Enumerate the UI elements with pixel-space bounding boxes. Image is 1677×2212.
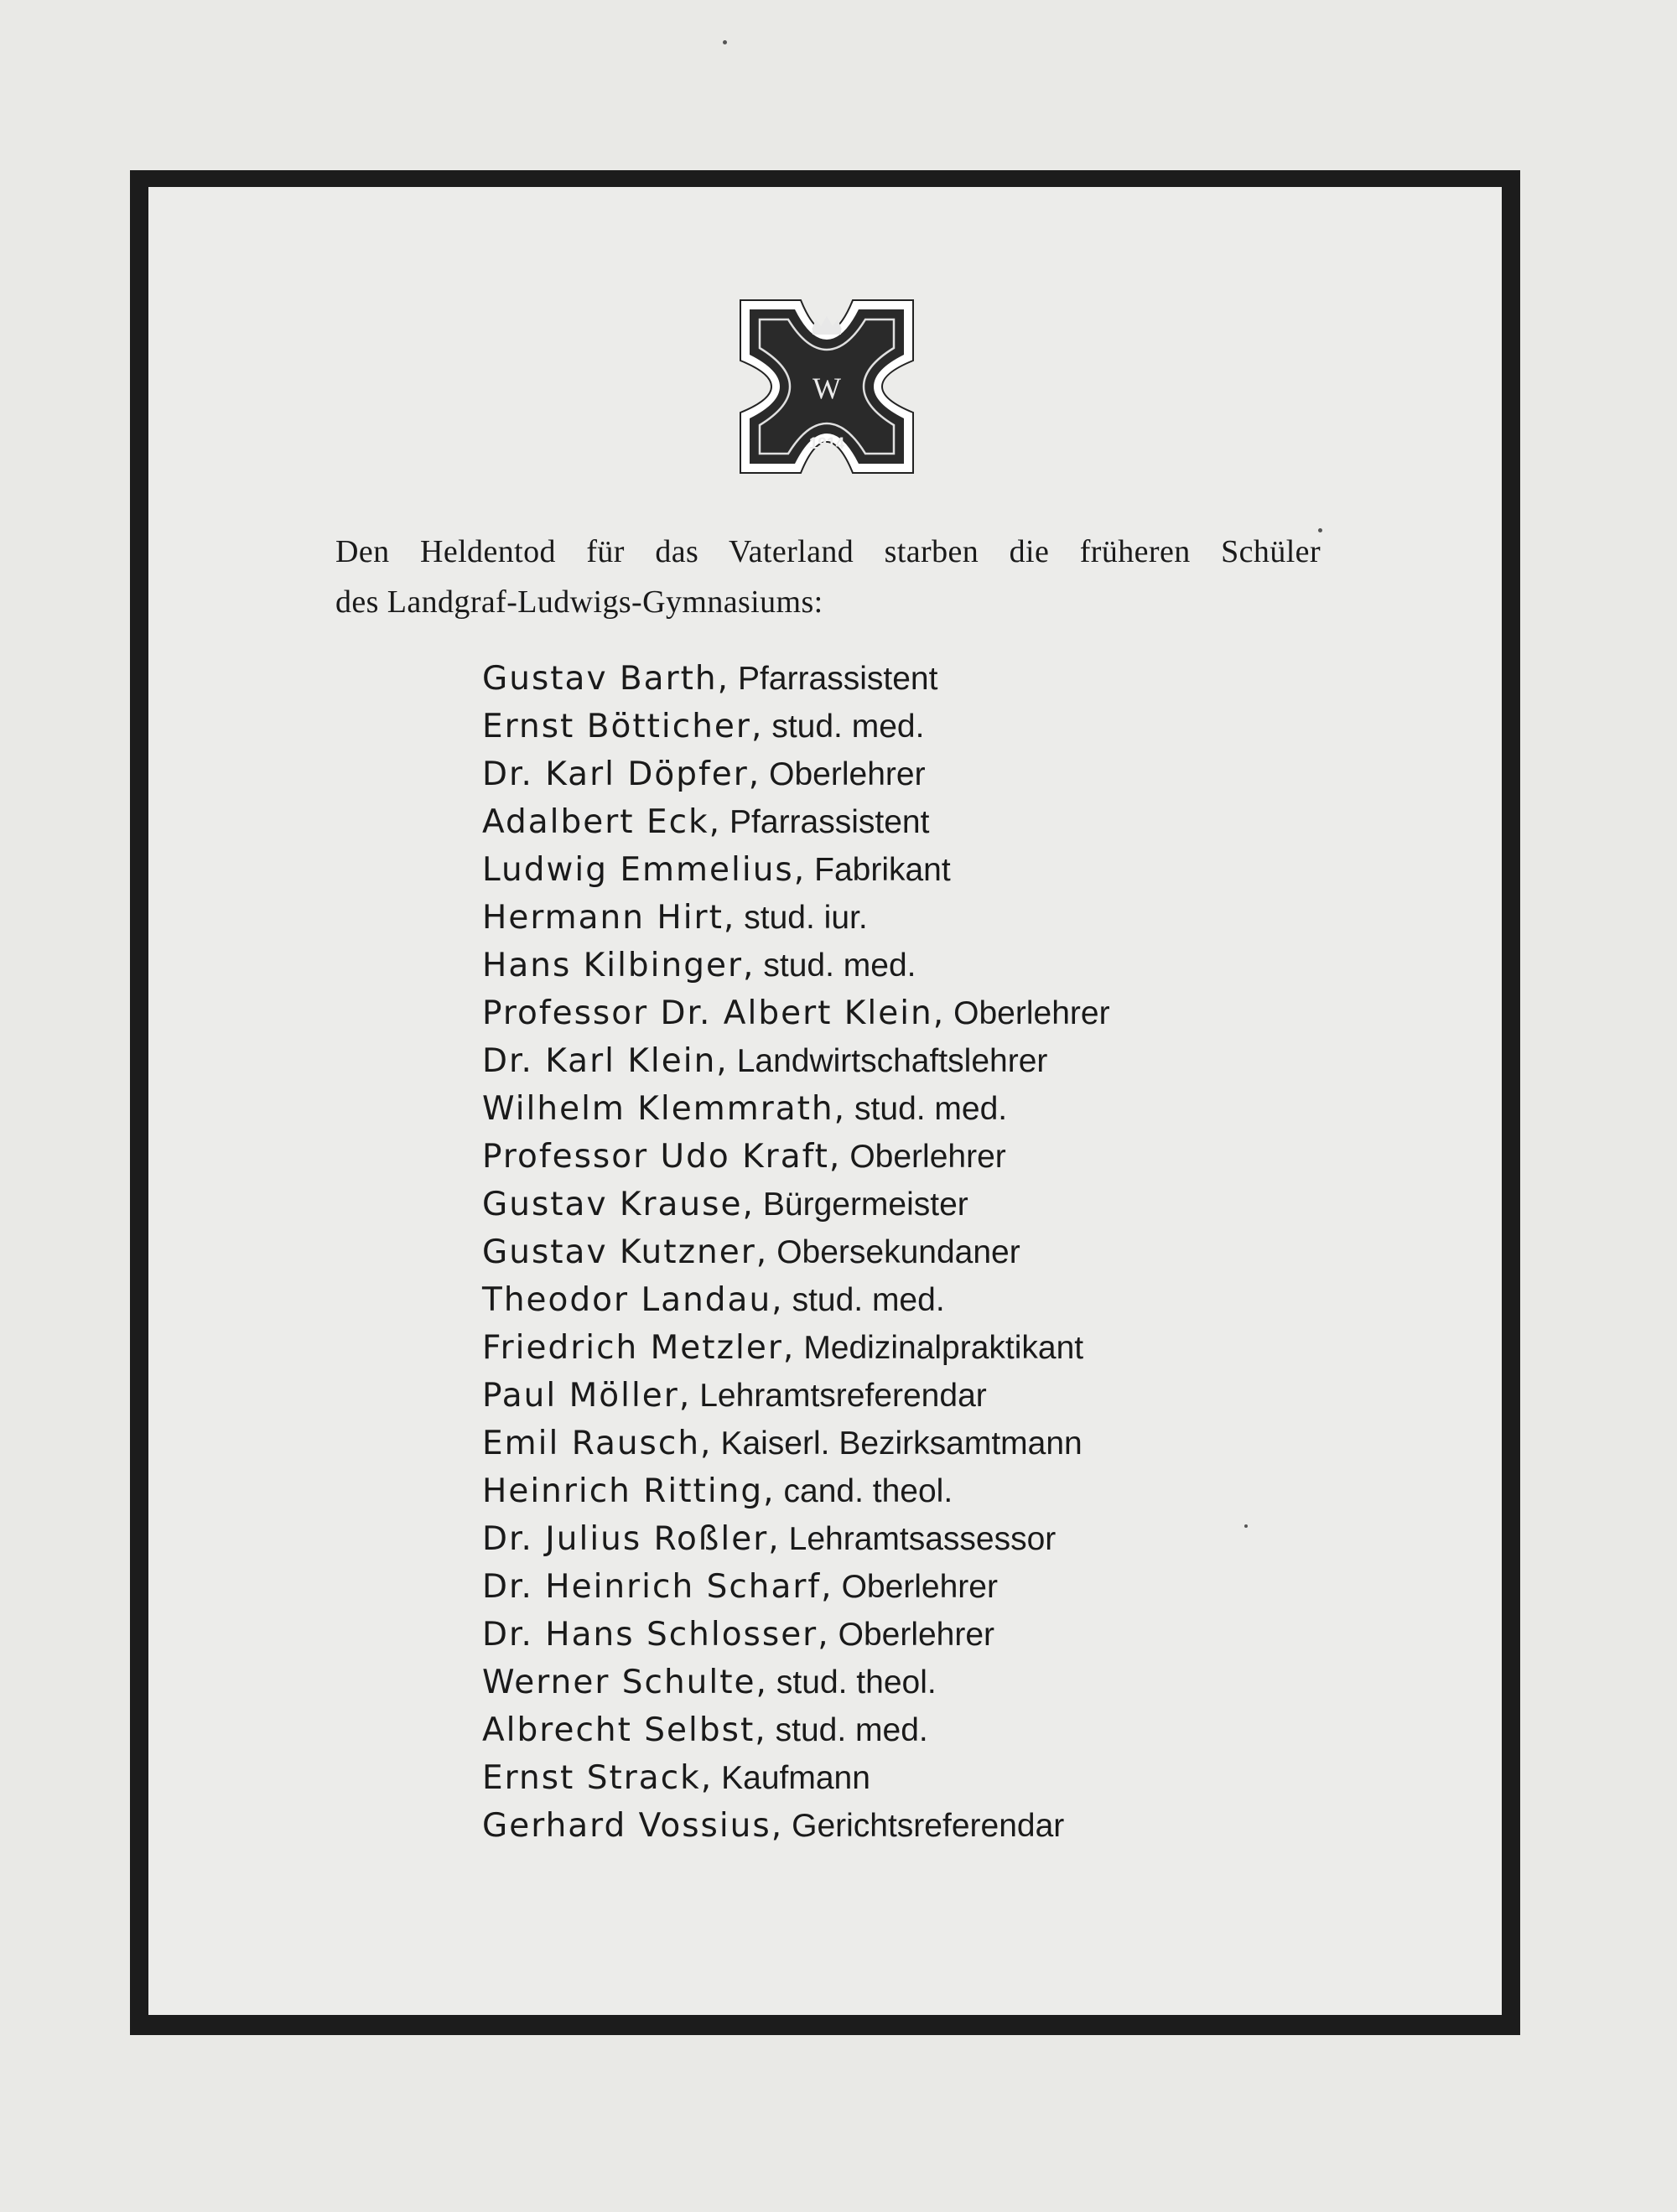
person-title: Oberlehrer xyxy=(838,1617,995,1653)
fallen-list xyxy=(482,654,1321,1849)
person-title: Oberlehrer xyxy=(849,1139,1006,1175)
list-item xyxy=(482,1180,1321,1228)
person-name: Hermann Hirt, xyxy=(482,899,736,937)
list-item xyxy=(482,893,1321,941)
person-name: Adalbert Eck, xyxy=(482,803,722,841)
person-title: stud. med. xyxy=(771,709,925,745)
list-item xyxy=(482,1753,1321,1801)
person-title: Oberlehrer xyxy=(841,1569,998,1605)
person-name: Professor Udo Kraft, xyxy=(482,1138,842,1176)
person-name: Gustav Kutzner, xyxy=(482,1233,769,1271)
list-item xyxy=(482,1036,1321,1084)
person-title: stud. med. xyxy=(792,1282,945,1318)
person-title: Kaufmann xyxy=(721,1760,870,1796)
list-item xyxy=(482,702,1321,750)
list-item xyxy=(482,1371,1321,1419)
list-item xyxy=(482,654,1321,702)
person-title: Lehramtsassessor xyxy=(788,1521,1057,1557)
person-name: Ludwig Emmelius, xyxy=(482,851,807,889)
person-title: Lehramtsreferendar xyxy=(699,1378,987,1414)
list-item xyxy=(482,989,1321,1036)
person-title: Medizinalpraktikant xyxy=(803,1330,1084,1366)
person-name: Dr. Julius Roßler, xyxy=(482,1520,781,1558)
list-item xyxy=(482,1562,1321,1610)
person-name: Emil Rausch, xyxy=(482,1425,713,1462)
list-item xyxy=(482,1275,1321,1323)
list-item xyxy=(482,1658,1321,1706)
paper-speck xyxy=(1244,1524,1248,1528)
person-title: Bürgermeister xyxy=(762,1186,968,1223)
list-item xyxy=(482,1084,1321,1132)
list-item xyxy=(482,1706,1321,1753)
person-title: Pfarrassistent xyxy=(738,661,938,697)
intro-line-1: Den Heldentod für das Vaterland starben die früheren Schüler xyxy=(335,534,1321,569)
person-title: stud. med. xyxy=(775,1712,928,1748)
person-title: stud. med. xyxy=(763,948,916,984)
person-title: Fabrikant xyxy=(814,852,951,888)
list-item xyxy=(482,1610,1321,1658)
paper-speck xyxy=(1318,528,1322,532)
person-name: Ernst Strack, xyxy=(482,1759,714,1797)
person-name: Friedrich Metzler, xyxy=(482,1329,796,1367)
person-name: Professor Dr. Albert Klein, xyxy=(482,994,946,1032)
list-item xyxy=(482,750,1321,797)
person-title: stud. theol. xyxy=(776,1664,937,1701)
person-title: stud. med. xyxy=(854,1091,1008,1127)
iron-cross-icon xyxy=(738,298,916,475)
cross-letter: W xyxy=(813,371,841,405)
intro-text xyxy=(335,527,1321,627)
list-item xyxy=(482,1467,1321,1514)
list-item xyxy=(482,941,1321,989)
paper-speck xyxy=(723,40,727,44)
person-name: Hans Kilbinger, xyxy=(482,947,755,984)
person-name: Dr. Hans Schlosser, xyxy=(482,1616,830,1654)
person-title: Kaiserl. Bezirksamtmann xyxy=(720,1425,1083,1462)
person-name: Werner Schulte, xyxy=(482,1664,768,1701)
person-name: Heinrich Ritting, xyxy=(482,1472,776,1510)
list-item xyxy=(482,1801,1321,1849)
list-item xyxy=(482,845,1321,893)
person-name: Theodor Landau, xyxy=(482,1281,784,1319)
person-title: Oberlehrer xyxy=(953,995,1110,1031)
list-item xyxy=(482,1228,1321,1275)
list-item xyxy=(482,1419,1321,1467)
person-name: Ernst Bötticher, xyxy=(482,708,764,745)
person-name: Gerhard Vossius, xyxy=(482,1807,784,1845)
person-title: Pfarrassistent xyxy=(729,804,930,840)
list-item xyxy=(482,1323,1321,1371)
person-title: Obersekundaner xyxy=(776,1234,1020,1270)
list-item xyxy=(482,1132,1321,1180)
crown-icon xyxy=(812,316,842,335)
list-item xyxy=(482,797,1321,845)
person-title: Oberlehrer xyxy=(769,756,926,792)
person-title: stud. iur. xyxy=(744,900,868,936)
person-title: Gerichtsreferendar xyxy=(792,1808,1065,1844)
cross-year: 1914 xyxy=(808,435,845,453)
person-name: Wilhelm Klemmrath, xyxy=(482,1090,847,1128)
person-title: Landwirtschaftslehrer xyxy=(736,1043,1048,1079)
person-name: Dr. Karl Klein, xyxy=(482,1042,729,1080)
person-name: Albrecht Selbst, xyxy=(482,1711,767,1749)
person-name: Gustav Barth, xyxy=(482,660,730,698)
person-title: cand. theol. xyxy=(783,1473,953,1509)
person-name: Dr. Heinrich Scharf, xyxy=(482,1568,833,1606)
person-name: Paul Möller, xyxy=(482,1377,692,1415)
person-name: Dr. Karl Döpfer, xyxy=(482,756,761,793)
list-item xyxy=(482,1514,1321,1562)
intro-line-2: des Landgraf-Ludwigs-Gymnasiums: xyxy=(335,584,823,620)
person-name: Gustav Krause, xyxy=(482,1186,755,1223)
